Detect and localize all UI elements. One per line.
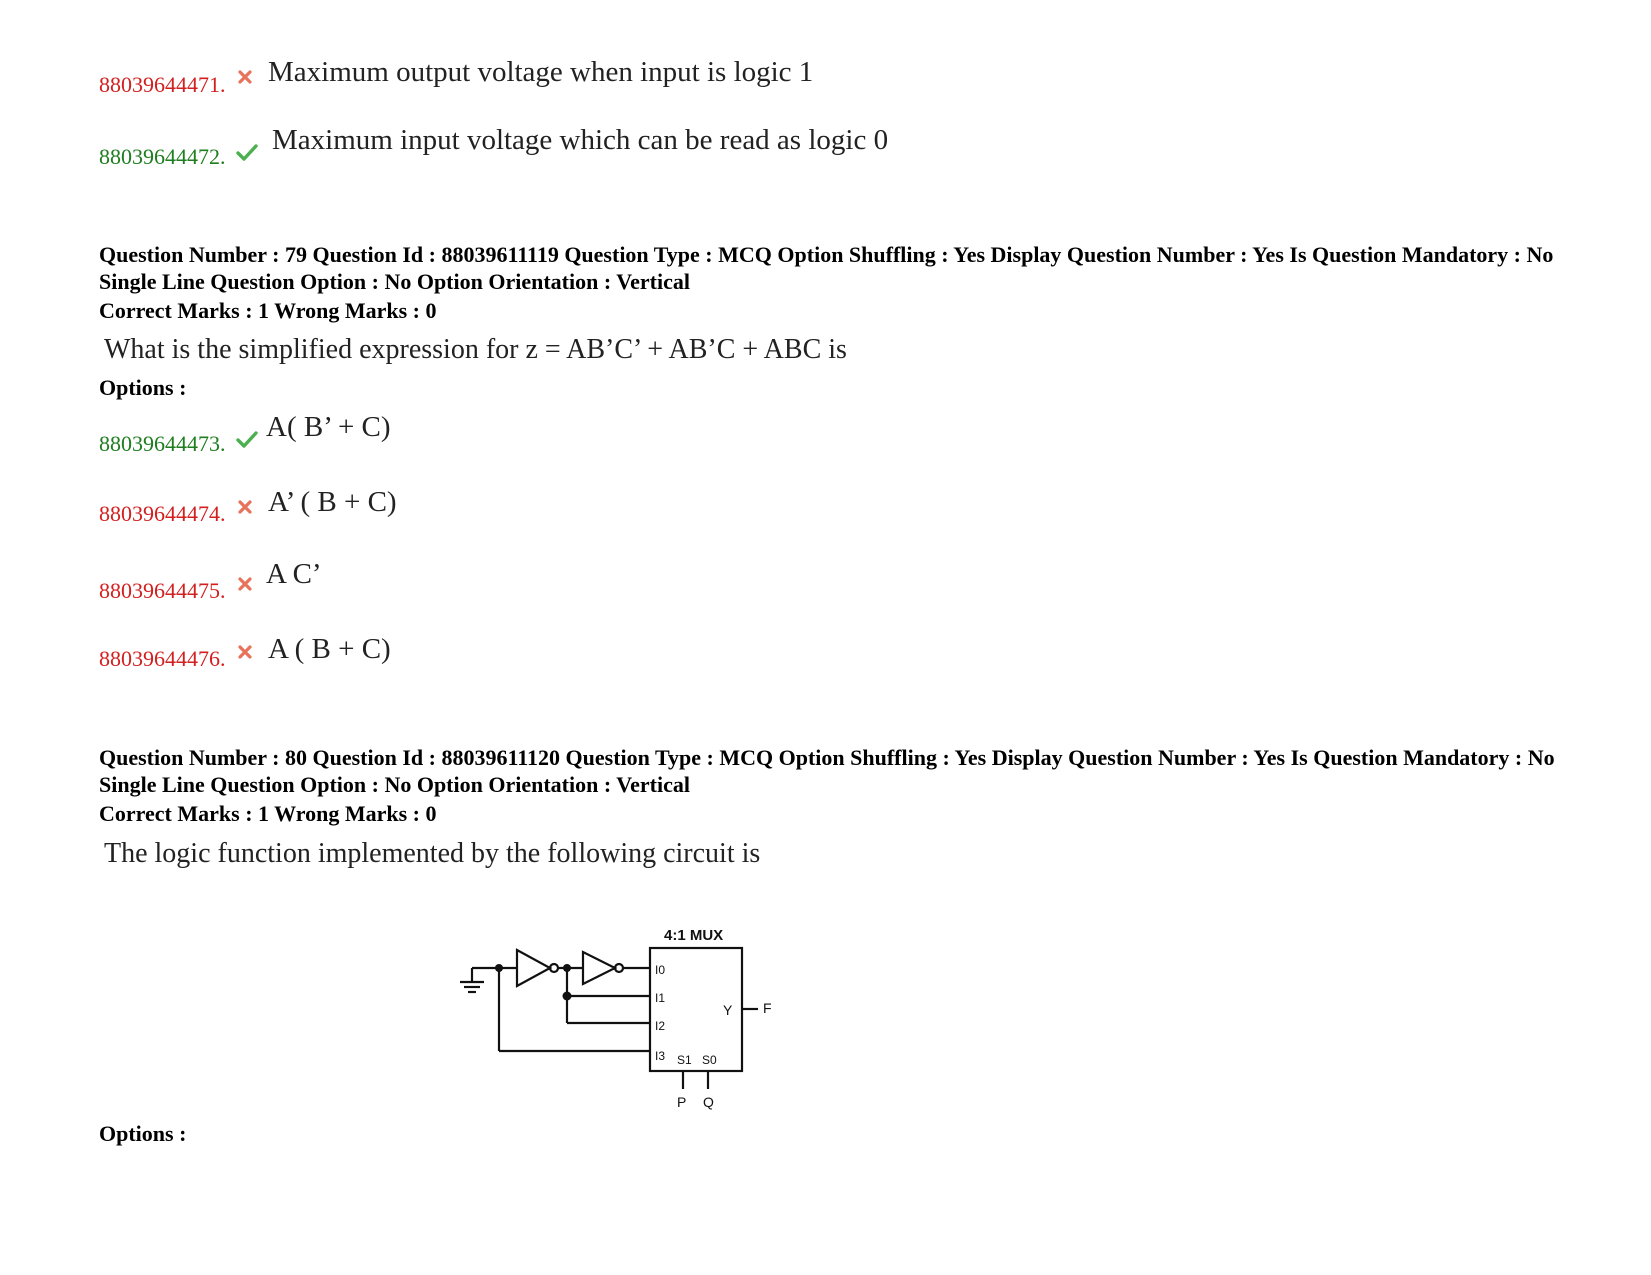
mux-input-label: I0 <box>655 963 666 977</box>
select-signal-label: Q <box>703 1094 714 1110</box>
option-text: Maximum output voltage when input is logic 1 <box>268 56 814 88</box>
marks-info: Correct Marks : 1 Wrong Marks : 0 <box>99 298 437 323</box>
option-id: 88039644473. <box>99 431 226 456</box>
option-id: 88039644472. <box>99 144 226 169</box>
check-icon <box>236 143 258 161</box>
option-text: A ( B + C) <box>268 633 391 665</box>
cross-icon <box>238 70 252 84</box>
option-id: 88039644475. <box>99 578 226 603</box>
junction-dot <box>563 992 572 1001</box>
junction-dot <box>495 964 503 972</box>
question-meta: Question Number : 79 Question Id : 88039611119 Question Type : MCQ Option Shuffling : Yes Display Question Number : Yes Is Question Mandatory : No Single Line Question Option : No Option Orientation : Vertical <box>99 242 1554 294</box>
option-text: Maximum input voltage which can be read as logic 0 <box>272 124 889 156</box>
option-id: 88039644474. <box>99 501 226 526</box>
option-id: 88039644471. <box>99 72 226 97</box>
mux-title: 4:1 MUX <box>664 927 724 944</box>
question-meta: Question Number : 80 Question Id : 88039611120 Question Type : MCQ Option Shuffling : Yes Display Question Number : Yes Is Question Mandatory : No Single Line Question Option : No Option Orientation : Vertical <box>99 745 1555 797</box>
options-label: Options : <box>99 375 187 400</box>
check-icon <box>236 430 258 448</box>
cross-icon <box>238 500 252 514</box>
cross-icon <box>238 645 252 659</box>
option-text: A( B’ + C) <box>266 411 391 443</box>
mux-circuit-diagram <box>455 918 785 1118</box>
marks-info: Correct Marks : 1 Wrong Marks : 0 <box>99 801 437 826</box>
mux-select-label: S0 <box>702 1053 717 1067</box>
junction-dot <box>563 964 571 972</box>
mux-output-label: Y <box>723 1002 733 1018</box>
mux-input-label: I3 <box>655 1049 666 1063</box>
select-signal-label: P <box>677 1094 687 1110</box>
option-text: A C’ <box>266 558 322 590</box>
options-label: Options : <box>99 1121 187 1146</box>
mux-input-label: I2 <box>655 1019 666 1033</box>
question-text: The logic function implemented by the following circuit is <box>104 838 761 869</box>
mux-select-label: S1 <box>677 1053 692 1067</box>
option-text: A’ ( B + C) <box>268 486 397 518</box>
question-text: What is the simplified expression for z = AB’C’ + AB’C + ABC is <box>104 334 847 365</box>
mux-input-label: I1 <box>655 991 666 1005</box>
cross-icon <box>238 577 252 591</box>
option-id: 88039644476. <box>99 646 226 671</box>
output-signal-label: F <box>763 1000 772 1016</box>
